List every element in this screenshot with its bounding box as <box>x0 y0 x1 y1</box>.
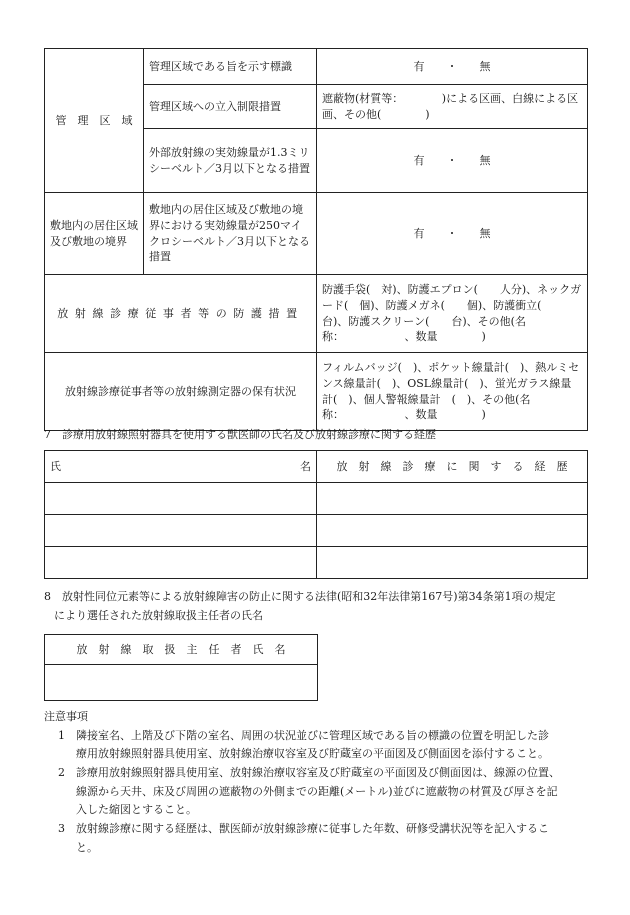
section8-title-line1: 8 放射性同位元素等による放射線障害の防止に関する法律(昭和32年法律第167号)第34条第1項の規定 <box>44 590 556 603</box>
manager-header: 放 射 線 取 扱 主 任 者 氏 名 <box>45 635 318 665</box>
notes-title: 注意事項 <box>44 710 88 723</box>
facility-table <box>44 48 588 431</box>
career-cell[interactable] <box>317 483 588 515</box>
r6-label: 放射線診療従事者等の放射線測定器の保有状況 <box>45 353 317 431</box>
note-num: 3 <box>58 822 65 836</box>
r4-value: 有 ・ 無 <box>317 193 588 275</box>
notes <box>44 708 604 858</box>
note-line: 放射線診療に関する経歴は、獣医師が放射線診療に従事した年数、研修受講状況等を記入するこ <box>76 822 549 836</box>
r5-value: 防護手袋( 対)、防護エプロン( 人分)、ネックガード( 個)、防護メガネ( 個)、防護衝立( 台)、防護スクリーン( 台)、その他(名称： 、数量 ) <box>317 275 588 353</box>
section8-title <box>44 588 604 625</box>
name-cell[interactable] <box>45 547 317 579</box>
career-cell[interactable] <box>317 515 588 547</box>
kanri-kuiki-header: 管 理 区 域 <box>45 49 144 193</box>
note-num: 2 <box>58 766 65 780</box>
name-cell[interactable] <box>45 515 317 547</box>
note-line: 療用放射線照射器具使用室、放射線治療収容室及び貯蔵室の平面図及び側面図を添付すること。 <box>76 747 549 761</box>
note-item <box>44 727 604 764</box>
manager-name-cell[interactable] <box>45 665 318 701</box>
section8-title-line2: により選任された放射線取扱主任者の氏名 <box>54 608 263 622</box>
note-line: 診療用放射線照射器具使用室、放射線治療収容室及び貯蔵室の平面図及び側面図は、線源の位置、 <box>76 766 560 780</box>
note-line: 隣接室名、上階及び下階の室名、周囲の状況並びに管理区域である旨の標識の位置を明記した診 <box>76 728 549 742</box>
r1-value: 有 ・ 無 <box>317 49 588 85</box>
r3-value: 有 ・ 無 <box>317 129 588 193</box>
vet-table <box>44 450 588 579</box>
r1-label: 管理区域である旨を示す標識 <box>144 49 317 85</box>
r4-head: 敷地内の居住区域及び敷地の境界 <box>45 193 144 275</box>
name-header-left: 氏 <box>50 459 61 473</box>
note-line: と。 <box>76 840 98 854</box>
note-item <box>44 764 604 820</box>
note-item <box>44 820 604 857</box>
name-header <box>45 451 317 483</box>
note-line: 線源から天井、床及び周囲の遮蔽物の外側までの距離(メートル)並びに遮蔽物の材質及び厚さを記 <box>76 784 558 798</box>
r6-value: フィルムバッジ( )、ポケット線量計( )、熱ルミセンス線量計( )、OSL線量計( )、蛍光ガラス線量計( )、個人警報線量計 ( )、その他(名称： 、数量 ) <box>317 353 588 431</box>
r5-label: 放射線診療従事者等の防護措置 <box>45 275 317 353</box>
r2-value: 遮蔽物(材質等： )による区画、白線による区画、その他( ) <box>317 85 588 129</box>
career-cell[interactable] <box>317 547 588 579</box>
r2-label: 管理区域への立入制限措置 <box>144 85 317 129</box>
note-num: 1 <box>58 728 65 742</box>
r3-label: 外部放射線の実効線量が1.3ミリシーベルト／3月以下となる措置 <box>144 129 317 193</box>
r4-label: 敷地内の居住区域及び敷地の境界における実効線量が250マイクロシーベルト／3月以下となる措置 <box>144 193 317 275</box>
manager-table <box>44 634 318 701</box>
name-header-right: 名 <box>300 459 311 473</box>
section7-title: 7 診療用放射線照射器具を使用する獣医師の氏名及び放射線診療に関する経歴 <box>44 428 436 441</box>
career-header: 放 射 線 診 療 に 関 す る 経 歴 <box>317 451 588 483</box>
name-cell[interactable] <box>45 483 317 515</box>
note-line: 入した縮図とすること。 <box>76 803 197 817</box>
